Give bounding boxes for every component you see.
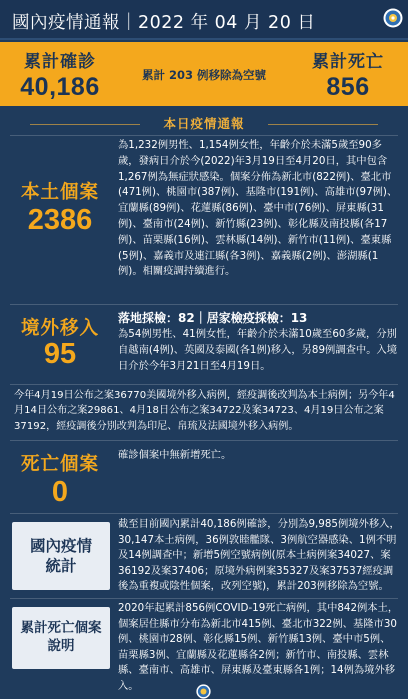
- local-cases-value: 2386: [27, 204, 93, 236]
- stats-text: 截至目前國內累計40,186例確診，分別為9,985例境外移入，30,147本土病例，36例敦睦艦隊、3例航空器感染、1例不明及14例調查中；新增5例空號病例(原本土病例案34027、案36192及案37406；原境外病例案35327及案37537經疫調後為重複或陰性個案，改列空號)，累計203例移除為空號。: [118, 518, 400, 593]
- death-cases-label: 死亡個案: [20, 454, 99, 475]
- stats-label-box: [12, 522, 110, 590]
- summary-band: [0, 42, 408, 106]
- reclassification-note: 今年4月19日公布之案36770美國境外移入病例，經疫調後改判為本土病例；另今年4月14日公布之案29861、4月18日公布之案34722及案34723、4月19日公布之案37192，經疫調後分別改判為印尼、帛琉及法國境外移入病例。: [14, 390, 395, 432]
- imported-testing-line: 落地採檢：82｜居家檢疫採檢：13: [118, 311, 308, 325]
- confirmed-value: 40,186: [20, 73, 100, 101]
- stats-label: 國內疫情 統計: [29, 536, 92, 575]
- local-cases-label: 本土個案: [20, 182, 99, 203]
- removed-summary-text: 累計 203 例移除為空號: [141, 68, 266, 82]
- confirmed-label: 累計確診: [24, 52, 96, 72]
- death-notes-label: 累計死亡個案 說明: [20, 620, 102, 654]
- death-label: 累計死亡: [312, 52, 384, 72]
- imported-cases-label: 境外移入: [20, 318, 99, 339]
- section-divider: [10, 135, 398, 136]
- death-value: 856: [326, 73, 370, 101]
- today-report-heading: 本日疫情通報: [163, 116, 245, 131]
- section-divider: [10, 598, 398, 599]
- cdc-emblem-icon: [196, 684, 211, 699]
- imported-cases-text: 為54例男性、41例女性，年齡介於未滿10歲至60多歲，分別自越南(4例)、英國及泰國(各1例)移入，另89例調查中。入境日介於今年3月21日至4月19日。: [118, 328, 398, 372]
- imported-cases-value: 95: [43, 338, 77, 370]
- header-bar: [0, 0, 408, 40]
- local-cases-text: 為1,232例男性、1,154例女性，年齡介於未滿5歲至90多歲，發病日介於今(2022)年3月19日至4月20日，其中包含1,267例為無症狀感染。個案分佈為新北市(822例)、臺北市(471例)、桃園市(387例)、基隆市(191例)、高雄市(97例)、宜蘭縣(89例)、花蓮縣(86例)、臺中市(76例)、屏東縣(31例)、臺南市(24例)、新竹縣(23例)、彰化縣及南投縣(各17例)、苗栗縣(16例)、雲林縣(14例)、新竹市(11例)、臺東縣(5例)、嘉義市及連江縣(各3例)、嘉義縣(2例)、澎湖縣(1例)。相關疫調持續進行。: [118, 139, 398, 278]
- death-cases-text: 確診個案中無新增死亡。: [118, 449, 232, 461]
- confirmed-summary: [4, 42, 116, 106]
- section-divider: [10, 440, 398, 441]
- death-cases-value: 0: [51, 476, 69, 508]
- page-title: 國內疫情通報｜2022 年 04 月 20 日: [12, 13, 316, 33]
- section-divider: [10, 384, 398, 385]
- death-notes-text: 2020年起累計856例COVID-19死亡病例，其中842例本土，個案居住縣市分布為新北市415例、臺北市322例、基隆市30例、桃園市28例、彰化縣15例、新竹縣13例、臺中市5例、苗栗縣3例、宜蘭縣及花蓮縣各2例；新竹市、南投縣、雲林縣、臺南市、高雄市、屏東縣及臺東縣各1例；14例為境外移入。: [118, 602, 399, 692]
- section-divider: [10, 513, 398, 514]
- cdc-emblem-icon: [383, 8, 403, 28]
- death-summary: [292, 42, 404, 106]
- section-divider: [10, 304, 398, 305]
- death-notes-label-box: [12, 607, 110, 669]
